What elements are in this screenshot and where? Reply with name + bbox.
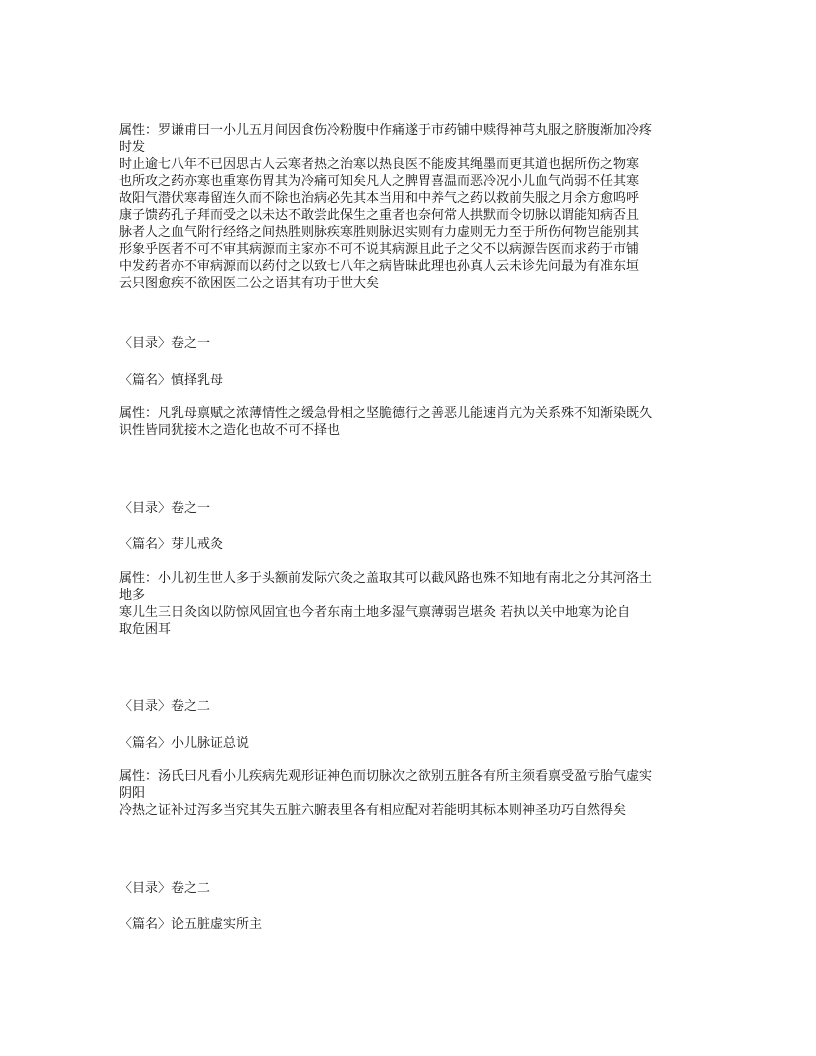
- catalog-heading: 〈目录〉卷之二: [119, 699, 211, 714]
- section-1-body: [119, 405, 719, 439]
- text-line: 形象乎医者不可不审其病源而主家亦不可不说其病源且此子之父不以病源告医而求药于市铺: [119, 242, 640, 257]
- catalog-heading: 〈目录〉卷之一: [119, 501, 211, 516]
- section-2-body: [119, 570, 719, 638]
- chapter-title: 〈篇名〉论五脏虚实所主: [119, 917, 263, 932]
- catalog-heading: 〈目录〉卷之一: [119, 336, 211, 351]
- text-line: 寒儿生三日灸囟以防惊风固宜也今者东南土地多湿气禀薄弱岂堪灸 若执以关中地寒为论自: [119, 605, 631, 620]
- text-line: 属性：凡乳母禀赋之浓薄情性之缓急骨相之坚脆德行之善恶儿能速肖亢为关系殊不知渐染既久: [119, 406, 653, 421]
- text-line: 阴阳: [119, 786, 146, 801]
- text-line: 地多: [119, 588, 146, 603]
- text-line: 时发: [119, 140, 146, 155]
- text-line: 脉者人之血气附行经络之间热胜则脉疾寒胜则脉迟实则有力虚则无力至于所伤何物岂能别其: [119, 225, 640, 240]
- text-line: 识性皆同犹接木之造化也故不可不择也: [119, 423, 341, 438]
- section-0-body: [119, 122, 719, 292]
- text-line: 属性：汤氏曰凡看小儿疾病先观形证神色而切脉次之欲别五脏各有所主须看禀受盈亏胎气虚实: [119, 769, 653, 784]
- text-line: 时止逾七八年不已因思古人云寒者热之治寒以热良医不能废其绳墨而更其道也据所伤之物寒: [119, 157, 640, 172]
- text-line: 中发药者亦不审病源而以药付之以致七八年之病皆昧此理也孙真人云未诊先问最为有准东垣: [119, 259, 640, 274]
- chapter-title: 〈篇名〉芽儿戒灸: [119, 537, 224, 552]
- section-3-body: [119, 768, 719, 819]
- text-line: 也所攻之药亦寒也重寒伤胃其为冷痛可知矣凡人之脾胃喜温而恶冷况小儿血气尚弱不任其寒: [119, 174, 640, 189]
- text-line: 属性：小儿初生世人多于头额前发际穴灸之盖取其可以截风路也殊不知地有南北之分其河洛土: [119, 571, 653, 586]
- catalog-heading: 〈目录〉卷之二: [119, 881, 211, 896]
- text-line: 冷热之证补过泻多当究其失五脏六腑表里各有相应配对若能明其标本则神圣功巧自然得矣: [119, 803, 627, 818]
- text-line: 云只图愈疾不欲困医二公之语其有功于世大矣: [119, 276, 380, 291]
- chapter-title: 〈篇名〉小儿脉证总说: [119, 736, 250, 751]
- text-line: 取危困耳: [119, 622, 172, 637]
- text-line: 故阳气潜伏寒毒留连久而不除也治病必先其本当用和中养气之药以救前失服之月余方愈呜呼: [119, 191, 640, 206]
- text-line: 属性：罗谦甫曰一小儿五月间因食伤冷粉腹中作痛遂于市药铺中赎得神芎丸服之脐腹渐加冷疼: [119, 123, 653, 138]
- chapter-title: 〈篇名〉慎择乳母: [119, 373, 224, 388]
- text-line: 康子馈药孔子拜而受之以未达不敢尝此保生之重者也奈何常人拱默而令切脉以谓能知病否且: [119, 208, 640, 223]
